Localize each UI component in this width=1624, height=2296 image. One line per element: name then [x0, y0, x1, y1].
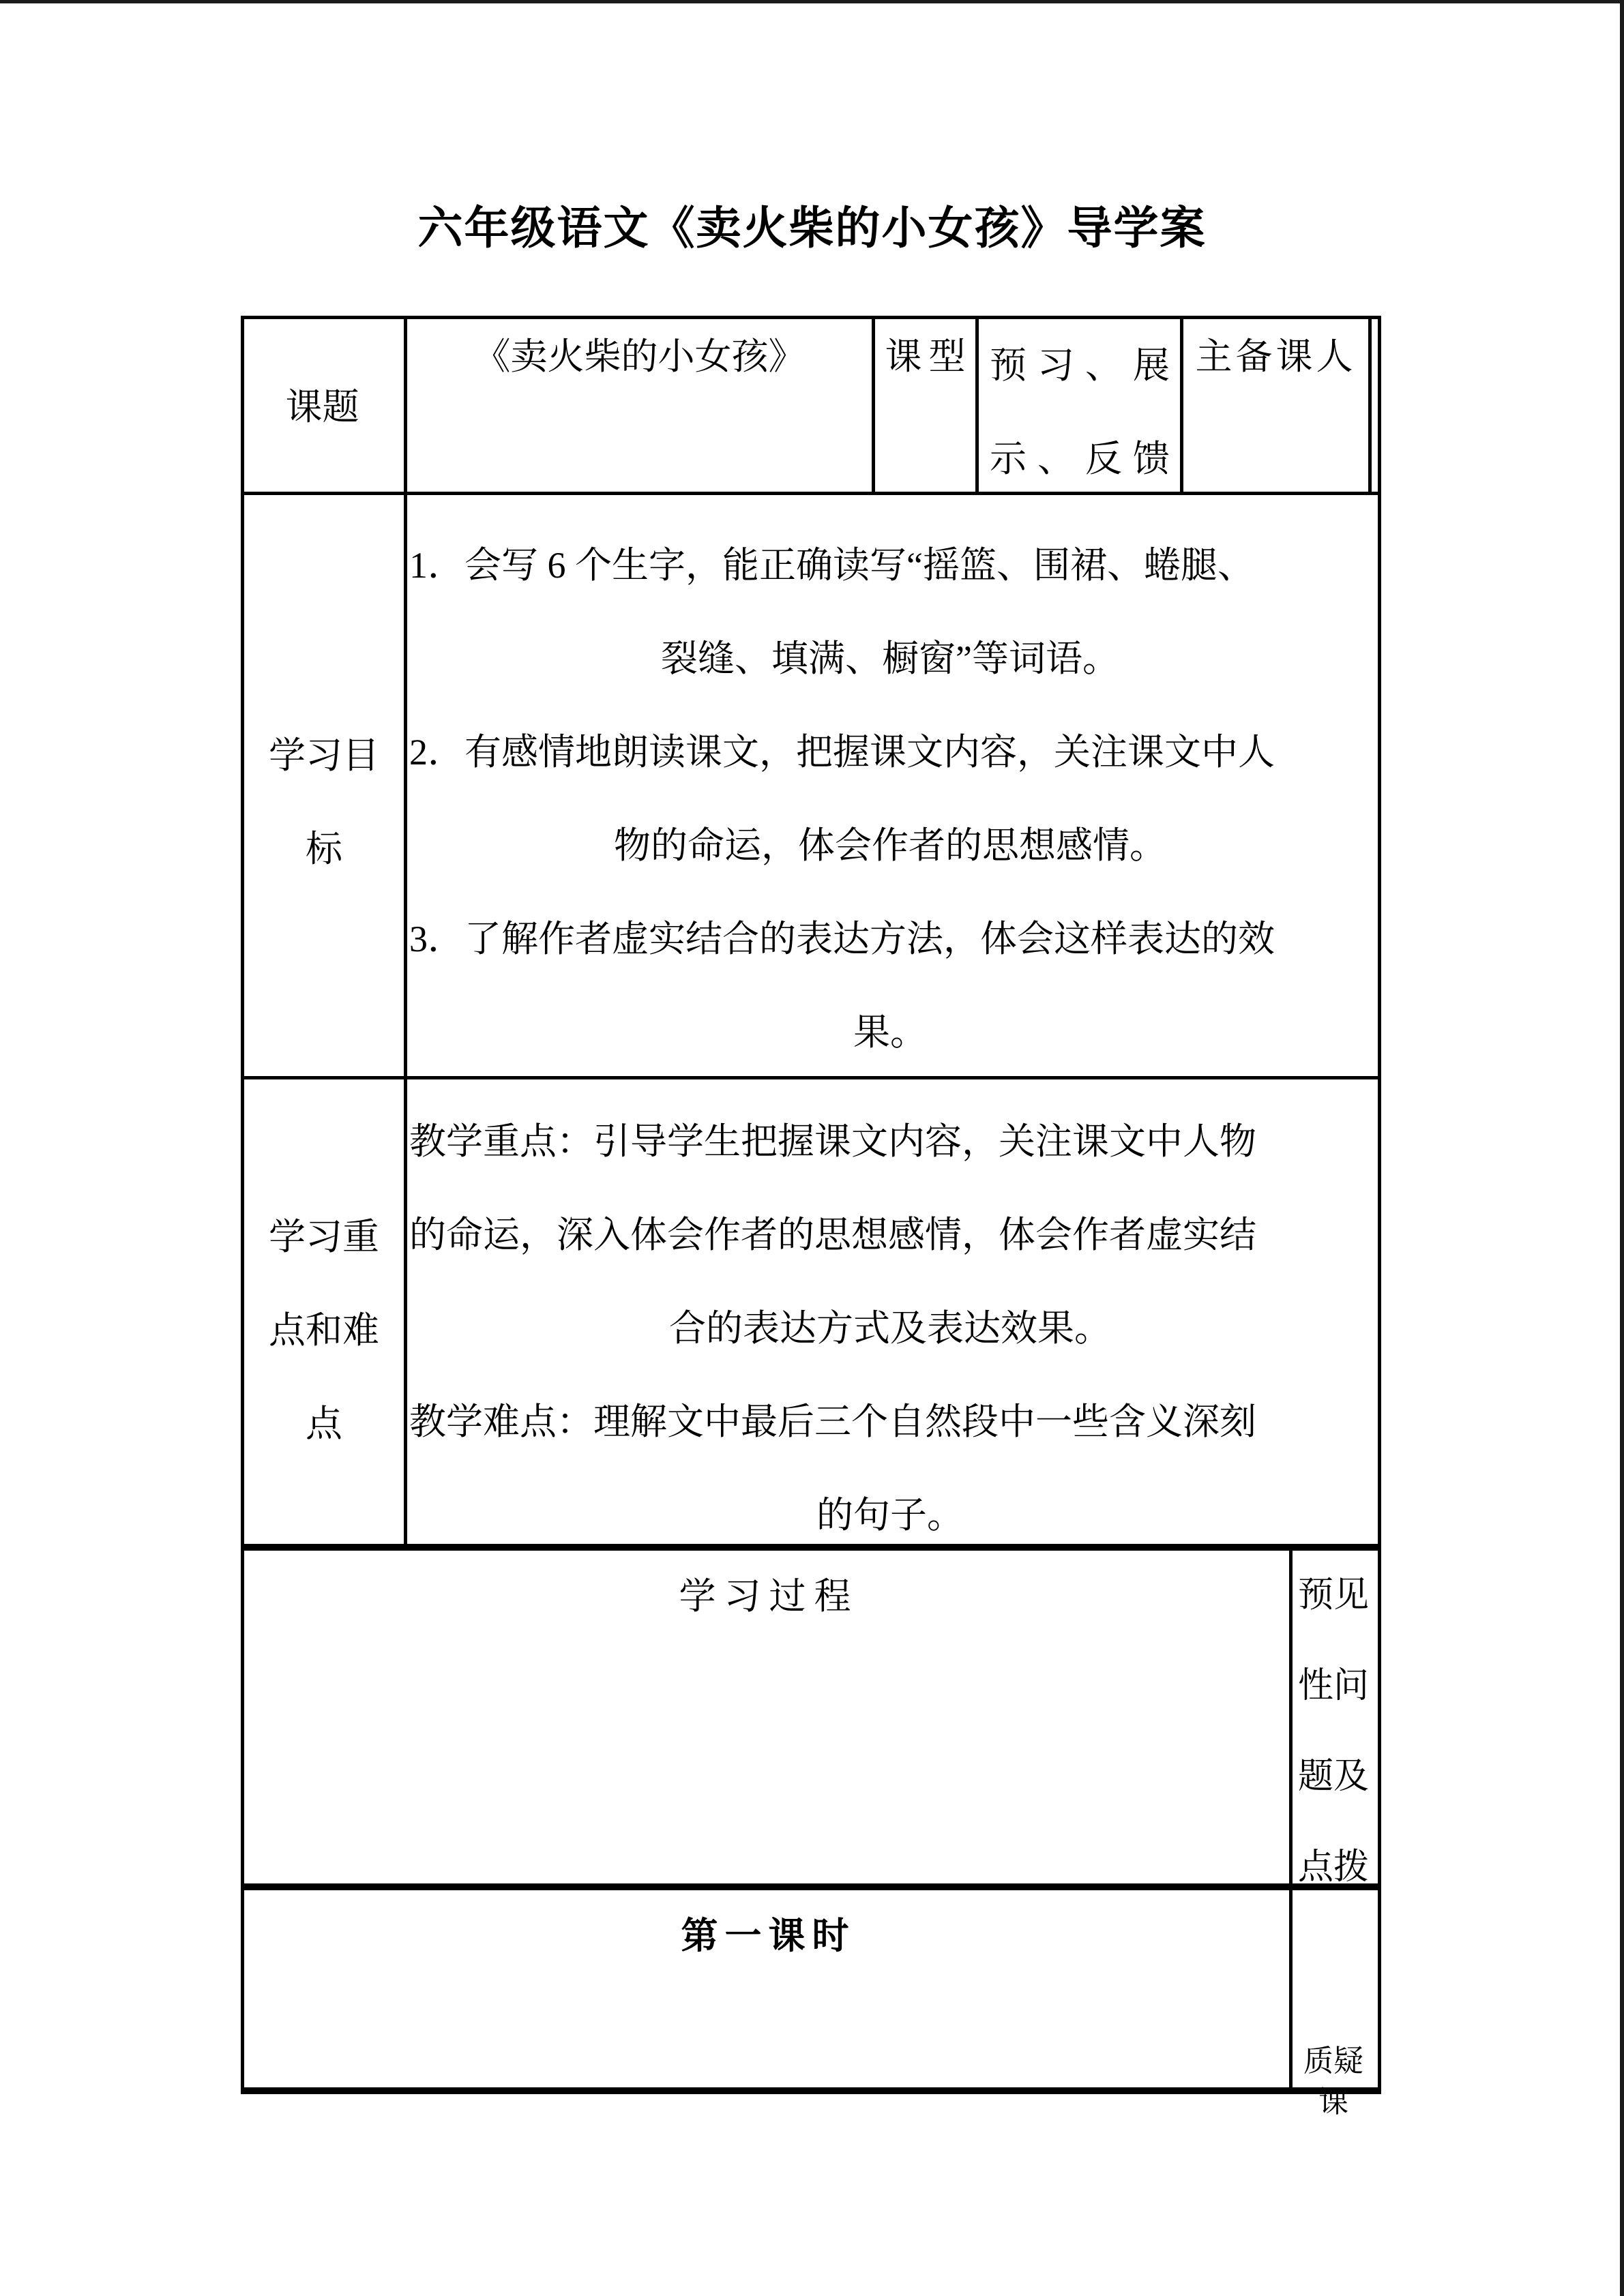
- cell-process-sidebar: [1289, 1550, 1378, 1913]
- divider-header-column: [404, 316, 407, 1547]
- title-book-name: 《卖火柴的小女孩》: [649, 204, 1067, 254]
- cell-goals-body: [409, 519, 1371, 1079]
- title-prefix: 六年级语文: [417, 203, 650, 253]
- table-border-bottom-thick: [241, 2087, 1381, 2094]
- scan-edge-top: [0, 0, 1624, 3]
- table-border-row1-row2: [241, 492, 1381, 495]
- focus-line: 的句子。: [816, 1495, 964, 1536]
- focus-header-line: 点和难: [269, 1309, 379, 1351]
- cell-process-title: [241, 1550, 1289, 1643]
- goals-line: 果。: [853, 1012, 927, 1053]
- scan-edge-right: [1620, 0, 1624, 2296]
- goals-line: 1．会写 6 个生字，能正确读写“摇篮、围裙、蜷腿、: [409, 545, 1254, 586]
- process-title: 学习过程: [679, 1576, 859, 1617]
- sidebar-line: 题及: [1297, 1757, 1369, 1796]
- focus-header-line: 学习重: [269, 1216, 379, 1257]
- topic-value: 《卖火柴的小女孩》: [473, 336, 806, 377]
- cell-goals-header: [244, 492, 404, 1076]
- goals-header-line: 标: [306, 829, 342, 869]
- cell-preparer-label: [1183, 319, 1368, 394]
- focus-header-line: 点: [306, 1403, 342, 1444]
- type-value-line: 示、反馈: [990, 438, 1181, 479]
- preparer-label: 主备课人: [1195, 336, 1357, 377]
- focus-line: 教学难点：理解文中最后三个自然段中一些含义深刻: [409, 1401, 1256, 1442]
- cell-topic-label: [241, 316, 404, 492]
- cell-focus-header: [244, 1076, 404, 1544]
- sidebar-line: 点拨: [1297, 1848, 1369, 1887]
- sidebar-line: 预见: [1297, 1576, 1369, 1615]
- session-sidebar-note: 质疑课: [1303, 2044, 1363, 2119]
- focus-line: 合的表达方式及表达效果。: [669, 1308, 1111, 1349]
- cell-focus-body: [409, 1095, 1371, 1562]
- cell-session-title: [241, 1890, 1289, 1983]
- session-title: 第一课时: [681, 1915, 856, 1956]
- goals-line: 物的命运，体会作者的思想感情。: [614, 825, 1166, 866]
- type-value-line: 预习、展: [990, 345, 1181, 386]
- cell-type-label: [875, 319, 975, 394]
- table-border-right-outer: [1378, 316, 1381, 2094]
- divider-row1-right-inner: [1368, 316, 1372, 495]
- sidebar-line: 性问: [1297, 1667, 1369, 1705]
- goals-header-line: 学习目: [269, 735, 379, 776]
- cell-type-value: [979, 319, 1180, 506]
- goals-line: 3．了解作者虚实结合的表达方法，体会这样表达的效: [409, 919, 1275, 959]
- topic-label: 课题: [285, 386, 359, 428]
- cell-session-note: [1289, 2041, 1378, 2123]
- cell-topic-value: [407, 319, 872, 394]
- document-title: [0, 203, 1624, 254]
- title-suffix: 导学案: [1067, 203, 1207, 253]
- type-label: 课型: [885, 336, 973, 377]
- focus-line: 的命运，深入体会作者的思想感情，体会作者虚实结: [409, 1214, 1256, 1255]
- focus-line: 教学重点：引导学生把握课文内容，关注课文中人物: [409, 1121, 1256, 1162]
- goals-line: 2．有感情地朗读课文，把握课文内容，关注课文中人: [409, 732, 1275, 773]
- goals-line: 裂缝、填满、橱窗”等词语。: [661, 638, 1119, 679]
